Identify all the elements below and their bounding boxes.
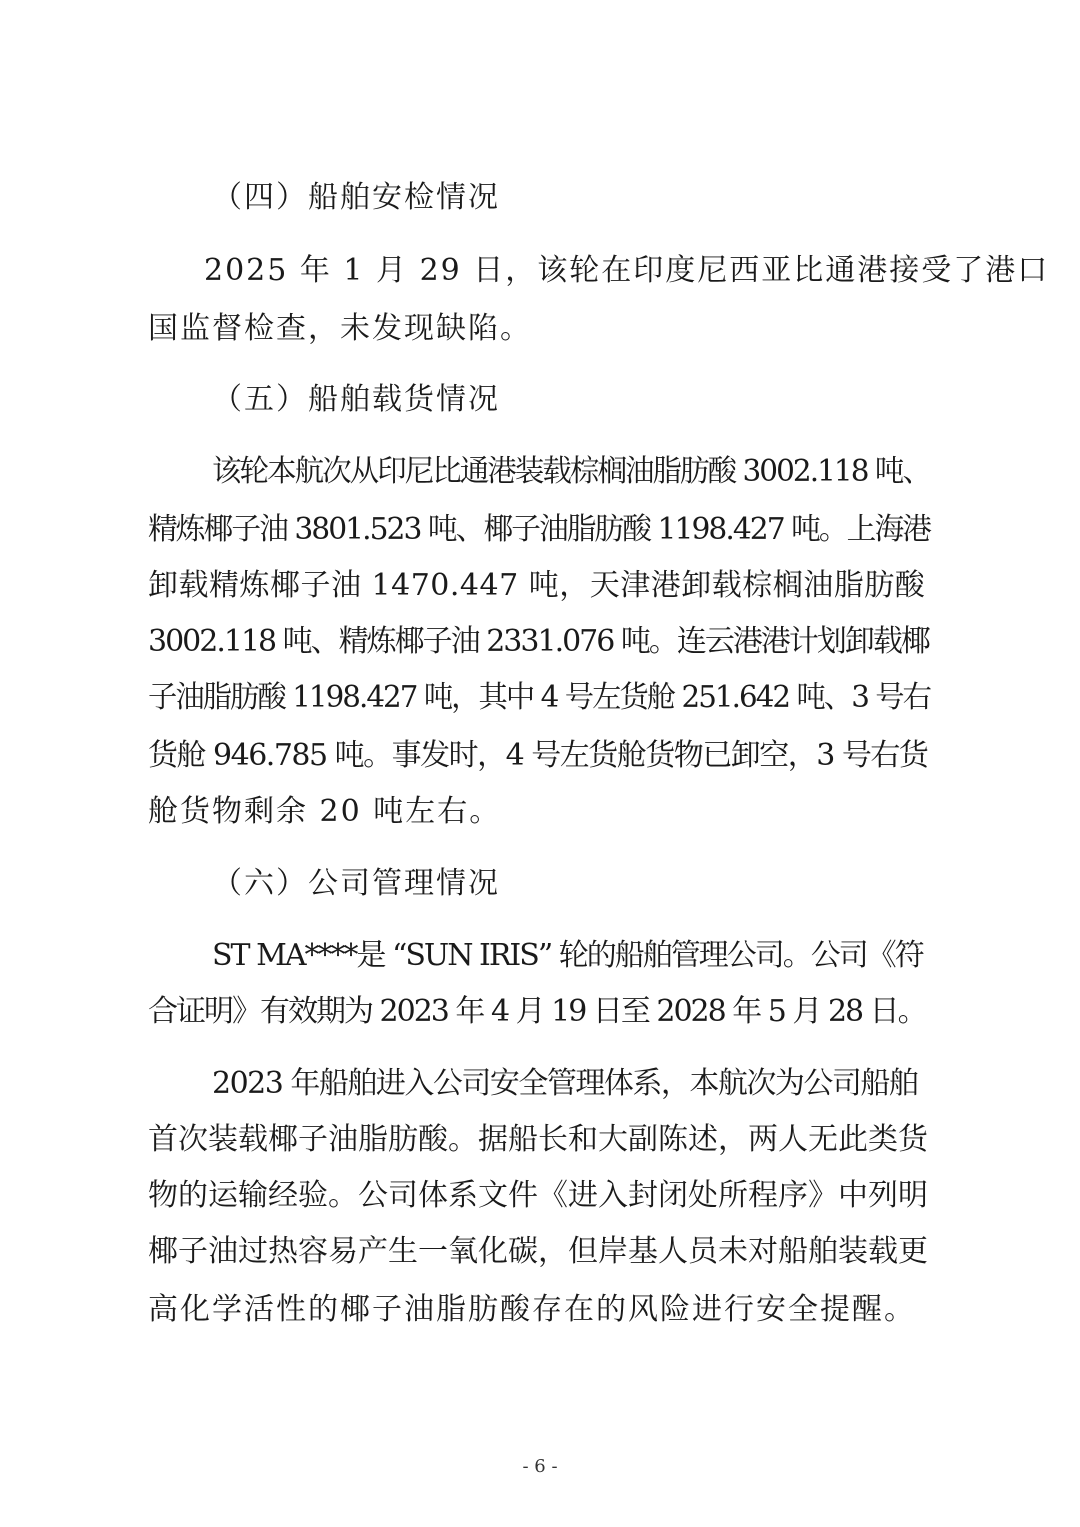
section-heading-6: （六）公司管理情况 bbox=[212, 866, 500, 901]
paragraph-line: 2023 年船舶进入公司安全管理体系，本航次为公司船舶 bbox=[212, 1066, 918, 1101]
paragraph-line: 物的运输经验。公司体系文件《进入封闭处所程序》中列明 bbox=[148, 1178, 928, 1213]
section-heading-5: （五）船舶载货情况 bbox=[212, 382, 500, 417]
section-heading-4: （四）船舶安检情况 bbox=[212, 180, 500, 215]
section-4-paragraph bbox=[148, 251, 1050, 291]
paragraph-line: 货舱 946.785 吨。事发时，4 号左货舱货物已卸空，3 号右货 bbox=[148, 738, 928, 773]
paragraph-line: 合证明》有效期为 2023 年 4 月 19 日至 2028 年 5 月 28 日。 bbox=[148, 994, 926, 1029]
paragraph-line: 舱货物剩余 20 吨左右。 bbox=[148, 794, 502, 829]
paragraph-line: 国监督检查，未发现缺陷。 bbox=[148, 311, 532, 346]
paragraph-line: ST MA****是 “SUN IRIS” 轮的船舶管理公司。公司《符 bbox=[212, 938, 923, 973]
page-number: - 6 - bbox=[522, 1456, 558, 1477]
paragraph-line: 2025 年 1 月 29 日，该轮在印度尼西亚比通港接受了港口 bbox=[204, 253, 1050, 288]
paragraph-line: 首次装载椰子油脂肪酸。据船长和大副陈述，两人无此类货 bbox=[148, 1122, 928, 1157]
paragraph-line: 椰子油过热容易产生一氧化碳，但岸基人员未对船舶装载更 bbox=[148, 1234, 928, 1269]
paragraph-line: 高化学活性的椰子油脂肪酸存在的风险进行安全提醒。 bbox=[148, 1292, 916, 1327]
paragraph-line: 精炼椰子油 3801.523 吨、椰子油脂肪酸 1198.427 吨。上海港 bbox=[148, 512, 930, 547]
paragraph-line: 该轮本航次从印尼比通港装载棕榈油脂肪酸 3002.118 吨、 bbox=[212, 454, 930, 489]
paragraph-line: 卸载精炼椰子油 1470.447 吨，天津港卸载棕榈油脂肪酸 bbox=[148, 568, 926, 603]
paragraph-line: 3002.118 吨、精炼椰子油 2331.076 吨。连云港港计划卸载椰 bbox=[148, 624, 929, 659]
paragraph-line: 子油脂肪酸 1198.427 吨，其中 4 号左货舱 251.642 吨、3 号右 bbox=[148, 680, 930, 715]
